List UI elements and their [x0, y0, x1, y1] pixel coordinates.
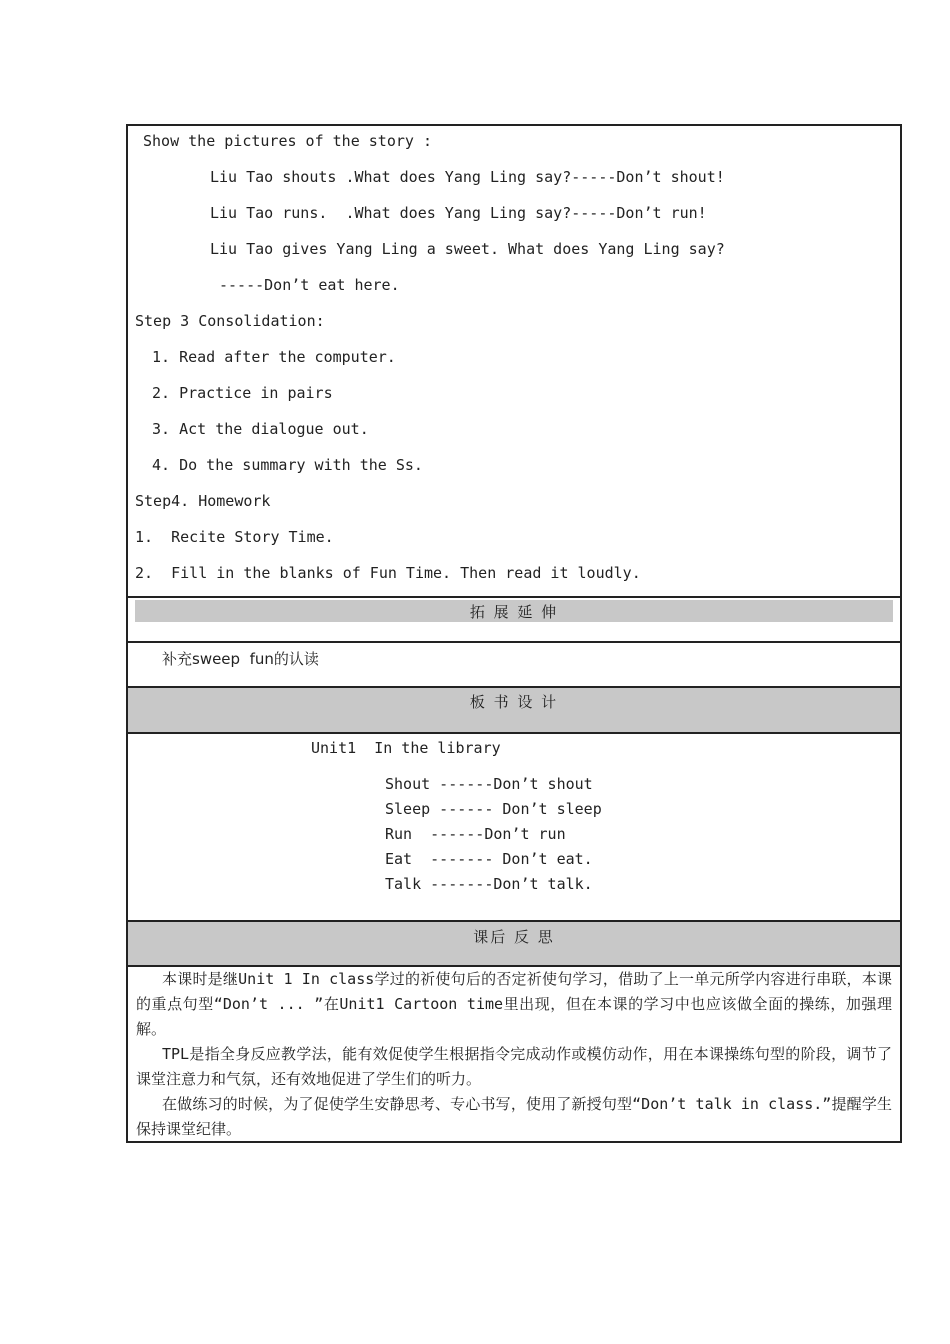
board-line: Eat ------- Don’t eat. — [385, 850, 593, 868]
step3-item: 3. Act the dialogue out. — [152, 420, 369, 438]
step3-title: Step 3 Consolidation: — [135, 312, 325, 330]
step3-item: 2. Practice in pairs — [152, 384, 333, 402]
extension-content: 补充sweep fun的认读 — [162, 650, 319, 668]
board-design-content-row — [128, 734, 900, 922]
extension-header-row — [128, 598, 900, 643]
story-line: -----Don’t eat here. — [219, 276, 400, 294]
board-line: Run ------Don’t run — [385, 825, 566, 843]
story-line: Liu Tao shouts .What does Yang Ling say?-----Don’t shout! — [210, 168, 725, 186]
board-design-header-row — [128, 688, 900, 734]
step4-item: 2. Fill in the blanks of Fun Time. Then read it loudly. — [135, 564, 641, 582]
story-line: Liu Tao runs. .What does Yang Ling say?-----Don’t run! — [210, 204, 707, 222]
step4-item: 1. Recite Story Time. — [135, 528, 334, 546]
reflection-header-row — [128, 922, 900, 967]
reflection-content-row — [128, 967, 900, 1141]
board-line: Sleep ------ Don’t sleep — [385, 800, 602, 818]
board-line: Shout ------Don’t shout — [385, 775, 593, 793]
board-design-header: 板 书 设 计 — [469, 693, 559, 711]
reflection-paragraph: TPL是指全身反应教学法，能有效促使学生根据指令完成动作或模仿动作，用在本课操练句型的阶段，调节了课堂注意力和气氛，还有效地促进了学生们的听力。 — [136, 1045, 892, 1088]
reflection-header: 课后 反 思 — [473, 928, 555, 946]
board-title: Unit1 In the library — [311, 739, 501, 757]
story-line: Liu Tao gives Yang Ling a sweet. What does Yang Ling say? — [210, 240, 725, 258]
lesson-plan-table — [126, 124, 902, 1143]
board-line: Talk -------Don’t talk. — [385, 875, 593, 893]
step3-item: 1. Read after the computer. — [152, 348, 396, 366]
step4-title: Step4. Homework — [135, 492, 271, 510]
procedure-section — [128, 126, 900, 598]
extension-header: 拓 展 延 伸 — [469, 603, 559, 621]
reflection-paragraph: 本课时是继Unit 1 In class学过的祈使句后的否定祈使句学习，借助了上一单元所学内容进行串联，本课的重点句型“Don’t ... ”在Unit1 Cartoon time里出现，但在本课的学习中也应该做全面的操练，加强理解。 — [136, 970, 892, 1038]
step3-item: 4. Do the summary with the Ss. — [152, 456, 423, 474]
extension-content-row — [128, 643, 900, 688]
show-pictures-line: Show the pictures of the story : — [143, 132, 432, 150]
reflection-paragraph: 在做练习的时候，为了促使学生安静思考、专心书写，使用了新授句型“Don’t talk in class.”提醒学生保持课堂纪律。 — [136, 1095, 892, 1138]
